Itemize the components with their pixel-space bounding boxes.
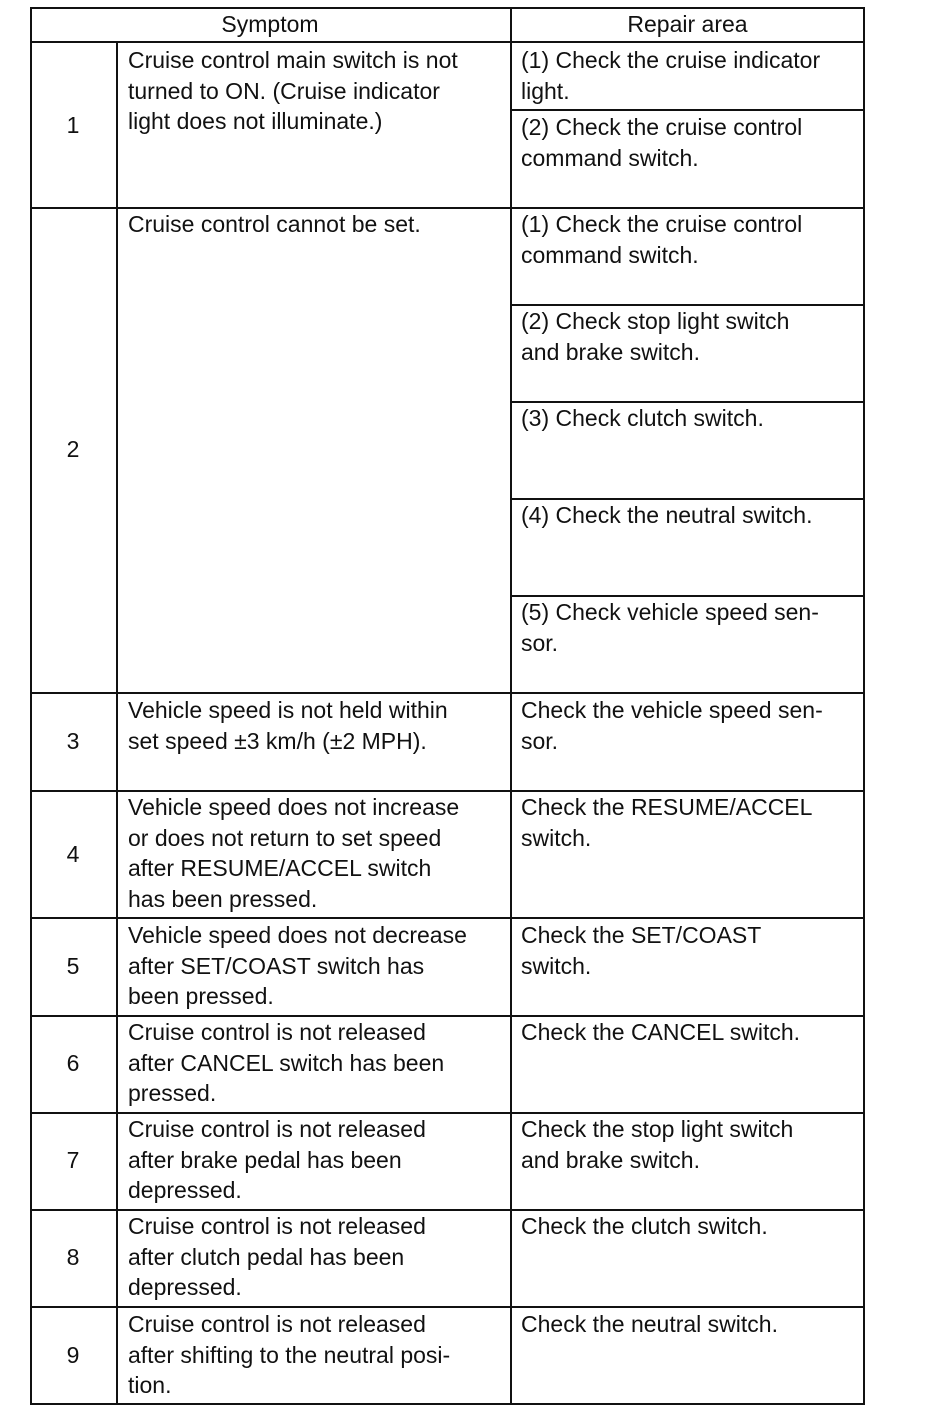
repair-text: Check the stop light switch and brake switch.: [521, 1116, 794, 1173]
symptom-text: Cruise control is not released after clutch pedal has been depressed.: [128, 1213, 426, 1300]
table-border-bottom: [30, 1403, 865, 1405]
symptom-text: Cruise control is not released after brake pedal has been depressed.: [128, 1116, 426, 1203]
table-border-right: [863, 7, 865, 1405]
row-divider: [30, 1306, 865, 1308]
symptom-text: Cruise control cannot be set.: [128, 211, 421, 237]
row-number: 7: [66, 1147, 80, 1173]
repair-text: (4) Check the neutral switch.: [521, 502, 813, 528]
row-number: 2: [66, 436, 80, 462]
repair-text: Check the neutral switch.: [521, 1311, 778, 1337]
row-number: 3: [66, 728, 80, 754]
table-border-left: [30, 7, 32, 1405]
repair-text: (5) Check vehicle speed sen- sor.: [521, 599, 819, 656]
row-number: 1: [66, 112, 80, 138]
header-symptom: Symptom: [221, 11, 319, 37]
row-number: 8: [66, 1244, 80, 1270]
column-divider-number: [116, 41, 118, 1405]
header-divider: [30, 41, 865, 43]
symptom-text: Cruise control main switch is not turned to ON. (Cruise indicator light does not illuminate.): [128, 47, 458, 134]
row-number: 6: [66, 1050, 80, 1076]
symptom-text: Vehicle speed does not increase or does not return to set speed after RESUME/ACCEL switch has been pressed.: [128, 794, 460, 912]
row-number: 4: [66, 841, 80, 867]
repair-text: Check the SET/COAST switch.: [521, 922, 762, 979]
header-repair-area: Repair area: [627, 11, 748, 37]
repair-text: Check the vehicle speed sen- sor.: [521, 697, 823, 754]
repair-text: (3) Check clutch switch.: [521, 405, 764, 431]
repair-text: Check the RESUME/ACCEL switch.: [521, 794, 813, 851]
repair-text: (1) Check the cruise control command switch.: [521, 211, 803, 268]
symptom-text: Vehicle speed is not held within set speed ±3 km/h (±2 MPH).: [128, 697, 448, 754]
repair-text: (1) Check the cruise indicator light.: [521, 47, 821, 104]
row-divider: [30, 692, 865, 694]
row-number: 5: [66, 953, 80, 979]
repair-text: Check the clutch switch.: [521, 1213, 768, 1239]
repair-text: (2) Check the cruise control command switch.: [521, 114, 803, 171]
symptom-text: Vehicle speed does not decrease after SET/COAST switch has been pressed.: [128, 922, 467, 1009]
repair-text: Check the CANCEL switch.: [521, 1019, 801, 1045]
row-number: 9: [66, 1342, 80, 1368]
repair-text: (2) Check stop light switch and brake switch.: [521, 308, 790, 365]
symptom-text: Cruise control is not released after CANCEL switch has been pressed.: [128, 1019, 445, 1106]
row-divider: [30, 917, 865, 919]
troubleshooting-table: [30, 7, 865, 1405]
symptom-text: Cruise control is not released after shifting to the neutral posi- tion.: [128, 1311, 451, 1398]
row-divider: [510, 109, 865, 111]
